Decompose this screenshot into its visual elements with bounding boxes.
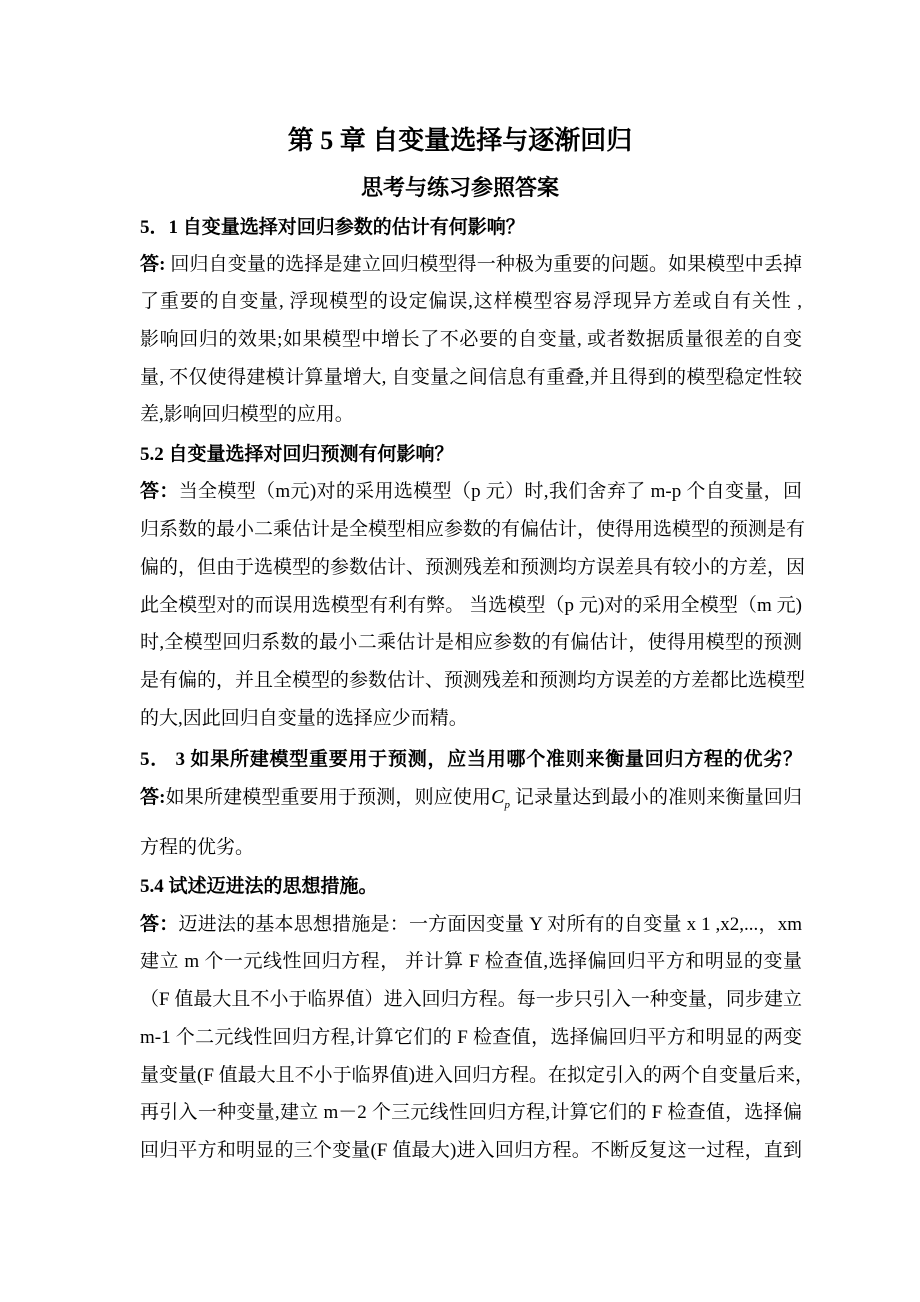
answer-line: 方程的优劣。 xyxy=(140,837,255,858)
answer-line: m-1 个二元线性回归方程,计算它们的 F 检查值，选择偏回归平方和明显的两变 xyxy=(140,1027,802,1048)
answer-line xyxy=(140,253,802,277)
chapter-title: 第 5 章 自变量选择与逐渐回归 xyxy=(287,126,633,155)
answer-line: 了重要的自变量, 浮现模型的设定偏误,这样模型容易浮现异方差或自有关性 , xyxy=(140,291,802,312)
answer-line: 建立 m 个一元线性回归方程， 并计算 F 检查值,选择偏回归平方和明显的变量 xyxy=(140,951,802,972)
question-5-4: 5.4 试述迈进法的思想措施。 xyxy=(140,876,378,897)
answer-line: （F 值最大且不小于临界值）进入回归方程。每一步只引入一种变量，同步建立 xyxy=(140,989,802,1010)
question-5-3: 5． 3 如果所建模型重要用于预测，应当用哪个准则来衡量回归方程的优劣？ xyxy=(140,749,802,770)
answer-line: 偏的，但由于选模型的参数估计、预测残差和预测均方误差具有较小的方差，因 xyxy=(140,557,806,578)
answer-line: 差,影响回归模型的应用。 xyxy=(140,404,354,425)
answer-label: 答: xyxy=(140,254,166,275)
answer-line: 是有偏的，并且全模型的参数估计、预测残差和预测均方误差的方差都比选模型 xyxy=(140,670,806,691)
cp-subscript: p xyxy=(504,799,511,811)
answer-line: 量, 不仅使得建模计算量增大, 自变量之间信息有重叠,并且得到的模型稳定性较 xyxy=(140,367,802,388)
cp-statistic xyxy=(491,786,511,811)
answer-text: 当全模型（m元)对的采用选模型（p 元）时,我们舍弃了 m-p 个自变量，回 xyxy=(178,481,802,502)
section-subtitle: 思考与练习参照答案 xyxy=(360,175,559,200)
answer-label: 答： xyxy=(140,914,179,935)
answer-text: 回归自变量的选择是建立回归模型得一种极为重要的问题。如果模型中丢掉 xyxy=(165,254,802,275)
cp-letter: C xyxy=(491,786,505,808)
answer-line: 归系数的最小二乘估计是全模型相应参数的有偏估计，使得用选模型的预测是有 xyxy=(140,519,806,540)
answer-line: 的大,因此回归自变量的选择应少而精。 xyxy=(140,708,468,729)
answer-text: 迈进法的基本思想措施是：一方面因变量 Y 对所有的自变量 x 1 ,x2,...，xm xyxy=(178,914,802,935)
answer-line: 影响回归的效果;如果模型中增长了不必要的自变量, 或者数据质量很差的自变 xyxy=(140,329,802,350)
answer-line xyxy=(140,480,802,504)
answer-text: 如果所建模型重要用于预测，则应使用 xyxy=(165,787,492,808)
answer-line xyxy=(140,913,802,937)
answer-label: 答： xyxy=(140,481,179,502)
answer-line: 量变量(F 值最大且不小于临界值)进入回归方程。在拟定引入的两个自变量后来， xyxy=(140,1065,814,1086)
answer-line: 再引入一种变量,建立 m－2 个三元线性回归方程,计算它们的 F 检查值，选择偏 xyxy=(140,1102,802,1123)
answer-label: 答: xyxy=(140,787,166,808)
answer-line: 时,全模型回归系数的最小二乘估计是相应参数的有偏估计，使得用模型的预测 xyxy=(140,632,802,653)
answer-line xyxy=(140,785,802,817)
question-5-1: 5．1 自变量选择对回归参数的估计有何影响？ xyxy=(140,217,525,238)
answer-line: 此全模型对的而误用选模型有利有弊。 当选模型（p 元)对的采用全模型（m 元) xyxy=(140,595,802,616)
answer-line: 回归平方和明显的三个变量(F 值最大)进入回归方程。不断反复这一过程，直到 xyxy=(140,1140,802,1161)
question-5-2: 5.2 自变量选择对回归预测有何影响？ xyxy=(140,444,454,465)
answer-text: 记录量达到最小的准则来衡量回归 xyxy=(510,787,802,808)
